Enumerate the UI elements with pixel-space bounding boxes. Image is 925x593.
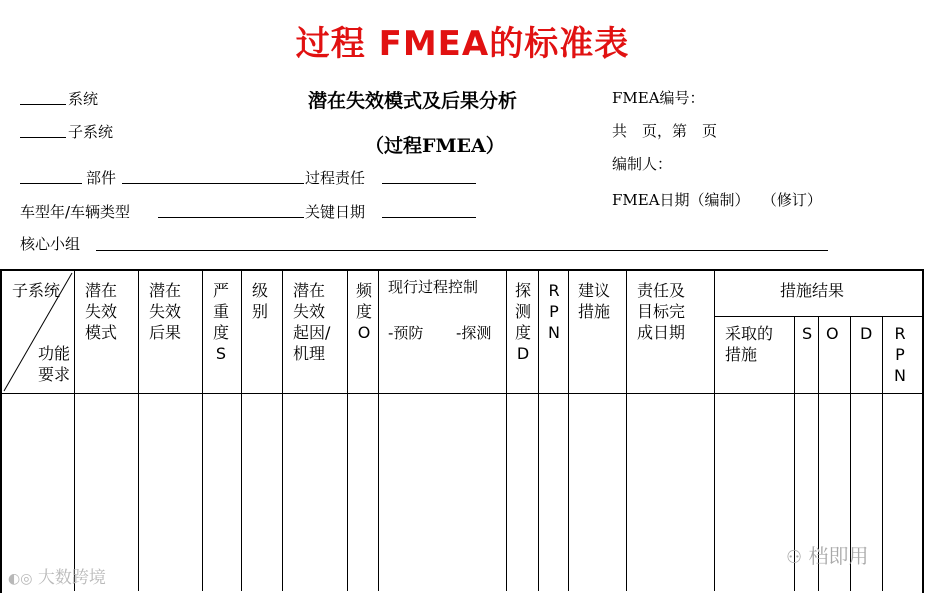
fmea-date-label: FMEA日期（编制） （修订） [612, 191, 822, 209]
model-year-label: 车型年/车辆类型 [20, 203, 131, 221]
col-cause: 潜在失效起因/机理 [293, 281, 331, 363]
analysis-title: 潜在失效模式及后果分析 [308, 90, 518, 112]
watermark-left [8, 563, 106, 588]
model-year-line [158, 217, 304, 218]
key-date-line [382, 217, 476, 218]
part-blank [20, 183, 82, 184]
col-current-controls: 现行过程控制 [388, 278, 479, 296]
col-o: O [826, 324, 839, 343]
watermark-left-text: 大数跨境 [37, 568, 106, 588]
part-label: 部件 [86, 169, 117, 187]
part-field-line [122, 183, 304, 184]
col-prevention: -预防 [388, 324, 424, 342]
col-severity: 严重度S [213, 281, 230, 363]
table-header-divider [0, 393, 922, 394]
col-rpn-result: RPN [894, 324, 906, 385]
col-subsystem: 子系统 [12, 281, 61, 300]
system-blank [20, 104, 66, 105]
col-responsibility: 责任及目标完成日期 [637, 281, 686, 342]
fmea-number-label: FMEA编号： [612, 89, 705, 107]
col-class: 级别 [252, 281, 269, 321]
system-label: 系统 [68, 90, 99, 108]
col-d: D [860, 324, 873, 343]
watermark-right [786, 540, 869, 569]
subsystem-label: 子系统 [68, 123, 114, 141]
analysis-subtitle: （过程FMEA） [365, 135, 505, 157]
key-date-label: 关键日期 [305, 203, 366, 221]
process-responsibility-line [382, 183, 476, 184]
core-team-line [96, 250, 828, 251]
col-detection-control: -探测 [456, 324, 492, 342]
core-team-label: 核心小组 [20, 235, 81, 253]
col-function: 功能要求 [38, 344, 71, 384]
col-recommended-actions: 建议措施 [578, 281, 611, 321]
wechat-icon: ⚇ [786, 547, 803, 568]
page-title: 过程 FMEA的标准表 [295, 24, 630, 64]
page-count-label: 共 页，第 页 [612, 122, 718, 140]
prepared-by-label: 编制人： [612, 155, 673, 173]
col-actions-taken: 采取的措施 [725, 324, 774, 364]
col-failure-mode: 潜在失效模式 [85, 281, 118, 342]
watermark-logo-icon: ◐◎ [8, 571, 33, 587]
col-rpn: RPN [548, 281, 560, 342]
subsystem-blank [20, 137, 66, 138]
col-s: S [802, 324, 813, 343]
process-responsibility-label: 过程责任 [305, 169, 366, 187]
col-failure-effect: 潜在失效后果 [149, 281, 182, 342]
col-detection: 探测度D [515, 281, 532, 363]
col-occurrence: 频度O [356, 281, 373, 342]
col-action-results: 措施结果 [780, 281, 845, 300]
watermark-right-text: 档即用 [808, 544, 869, 568]
